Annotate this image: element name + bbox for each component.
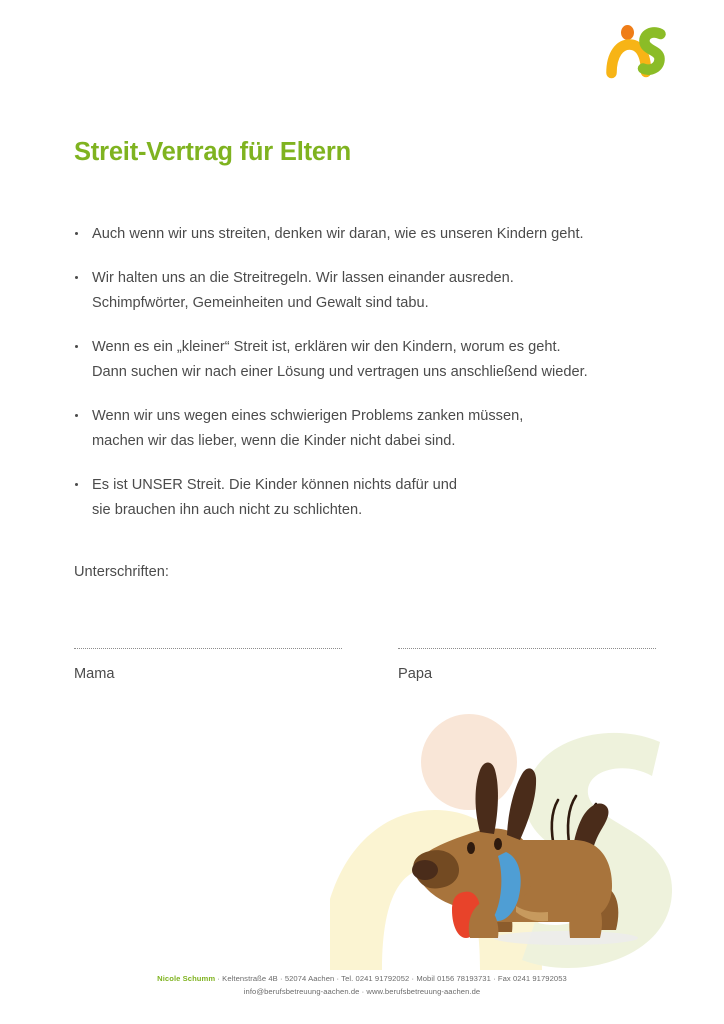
tail-motion-lines-icon	[552, 796, 596, 854]
dog-ear-left-icon	[476, 763, 498, 835]
list-item-line: Wenn es ein „kleiner“ Streit ist, erklären wir den Kindern, worum es geht.	[92, 339, 561, 355]
dog-snout	[413, 850, 459, 888]
dog-eye-right-icon	[494, 838, 502, 850]
footer-address: · Keltenstraße 4B · 52074 Aachen · Tel. 0241 91792052 · Mobil 0156 78193731 · Fax 0241 91792053	[215, 974, 567, 983]
footer	[0, 972, 724, 998]
dog-illustration	[330, 690, 724, 970]
signature-line-papa[interactable]	[398, 648, 656, 649]
bullet-dot-icon	[75, 483, 78, 486]
ns-logo	[604, 22, 668, 80]
list-item-line: Schimpfwörter, Gemeinheiten und Gewalt sind tabu.	[92, 295, 429, 311]
dog-shadow	[494, 931, 638, 945]
bullet-dot-icon	[75, 345, 78, 348]
dog-hind-leg-front	[569, 890, 602, 938]
list-item-line: Es ist UNSER Streit. Die Kinder können nichts dafür und	[92, 477, 458, 493]
list-item-line: Auch wenn wir uns streiten, denken wir daran, wie es unseren Kindern geht.	[92, 226, 584, 242]
dog-front-leg-back	[490, 896, 512, 932]
list-item	[74, 404, 674, 454]
dog-head	[416, 828, 535, 910]
logo-letter-s-icon	[643, 33, 661, 70]
signature-field-papa[interactable]	[398, 648, 656, 682]
list-item-line: Wenn wir uns wegen eines schwierigen Problems zanken müssen,	[92, 408, 524, 424]
dog-body	[458, 840, 612, 922]
dog-tongue-icon	[452, 892, 480, 938]
list-item	[74, 473, 674, 523]
list-item-line: machen wir das lieber, wenn die Kinder nicht dabei sind.	[92, 433, 456, 449]
signature-label-mama: Mama	[74, 666, 115, 682]
signature-line-mama[interactable]	[74, 648, 342, 649]
dog-front-leg-front	[469, 902, 499, 938]
bullet-dot-icon	[75, 276, 78, 279]
footer-brand: Nicole Schumm	[157, 974, 216, 983]
bullet-dot-icon	[75, 232, 78, 235]
dog-eye-left-icon	[467, 842, 475, 854]
dog-tail	[572, 803, 608, 886]
list-item-line: sie brauchen ihn auch nicht zu schlichten.	[92, 502, 363, 518]
signatures-heading: Unterschriften:	[74, 564, 169, 580]
list-item	[74, 335, 674, 385]
rules-list	[74, 222, 674, 523]
dog-ear-right-icon	[507, 768, 536, 840]
signature-label-papa: Papa	[398, 666, 433, 682]
bullet-dot-icon	[75, 414, 78, 417]
signature-field-mama[interactable]	[74, 648, 342, 682]
logo-dot-icon	[621, 25, 634, 40]
dog-hind-leg-back	[592, 886, 618, 930]
page-title: Streit-Vertrag für Eltern	[74, 138, 351, 166]
list-item	[74, 222, 674, 247]
watermark-letter-s-icon	[522, 733, 672, 968]
dog-collar-icon	[492, 852, 521, 921]
list-item-line: Dann suchen wir nach einer Lösung und vertragen uns anschließend wieder.	[92, 364, 588, 380]
watermark-dot-icon	[421, 714, 517, 810]
dog-belly-band	[516, 906, 548, 921]
dog-nose-icon	[412, 860, 438, 880]
watermark-letter-n-icon	[330, 810, 542, 970]
footer-line-1	[0, 972, 724, 985]
list-item-line: Wir halten uns an die Streitregeln. Wir lassen einander ausreden.	[92, 270, 514, 286]
list-item	[74, 266, 674, 316]
footer-line-2: info@berufsbetreuung-aachen.de · www.berufsbetreuung-aachen.de	[243, 987, 481, 996]
